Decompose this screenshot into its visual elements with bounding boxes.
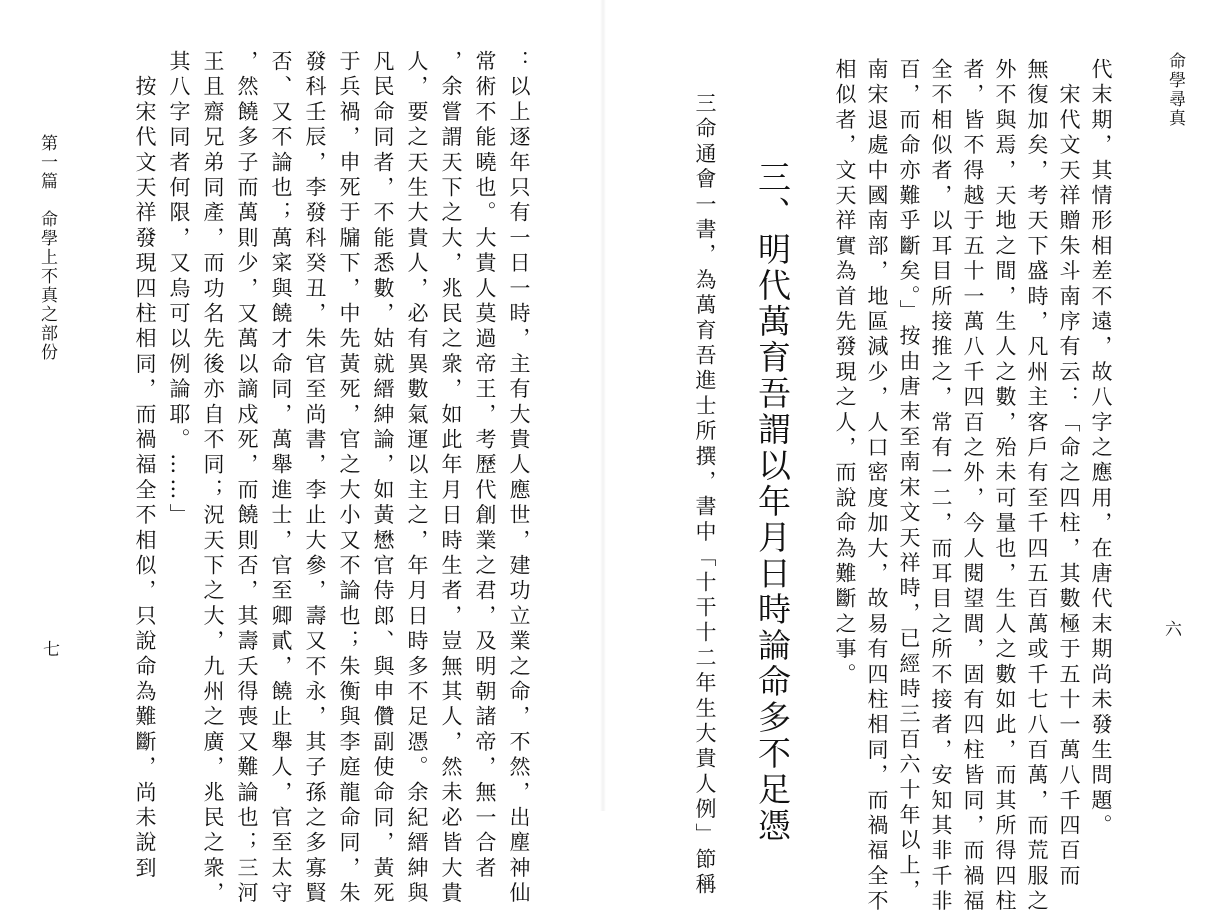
- text-column: 全不相似者，以耳目所接推之，常有一二，而耳目之所不接者，安知其非千非: [929, 58, 953, 915]
- text-column: 宋代文天祥贈朱斗南序有云：「命之四柱，其數極于五十一萬八千四百而: [1057, 58, 1081, 890]
- text-column: 其八字同者何限，又烏可以例論耶。……」: [167, 50, 191, 529]
- text-column: 代末期，其情形相差不遠，故八字之應用，在唐代末期尚未發生問題。: [1089, 58, 1113, 840]
- text-column: 發科壬辰，李發科癸丑，朱官至尚書，李止大參，壽又不永，其子孫之多寡賢: [303, 50, 327, 907]
- running-head: 命學尋真: [1165, 52, 1185, 128]
- left-page-number: 七: [39, 640, 59, 659]
- text-column: 王且齋兄弟同產，而功名先後亦自不同；況天下之大，九州之廣，兆民之衆，: [201, 50, 225, 907]
- text-column: 否、又不論也；萬寀與饒才命同，萬舉進士，官至卿貳，饒止舉人，官至太守: [269, 50, 293, 907]
- text-column: 百，而命亦難乎斷矣。」按由唐末至南宋文天祥時，已經時三百六十年以上，: [897, 58, 921, 905]
- text-column: 外不與焉，天地之間，生人之數，殆未可量也，生人之數如此，而其所得四柱: [993, 58, 1017, 915]
- text-column: 三命通會一書，為萬育吾進士所撰，書中「十干十二年生大貴人例」節稱: [693, 92, 717, 899]
- text-column: 者，皆不得越于五十一萬八千四百之外，今人閱望閭，固有四柱皆同，而禍福: [961, 58, 985, 915]
- section-title: 三、明代萬育吾謂以年月日時論命多不足憑: [753, 160, 792, 844]
- text-column: ：以上逐年只有一日一時，主有大貴人應世，建功立業之命，不然，出塵神仙: [507, 50, 531, 907]
- page-gutter: [600, 0, 606, 811]
- chapter-footer: 第一篇 命學上不真之部份: [37, 134, 57, 362]
- text-column: 凡民命同者，不能悉數，姑就縉紳論，如黃懋官侍郎、與申儹副使命同，黃死: [371, 50, 395, 907]
- text-column: ，余嘗謂天下之大，兆民之衆，如此年月日時生者，豈無其人，然未必皆大貴: [439, 50, 463, 907]
- text-column: 于兵禍，申死于牖下，中先黃死，官之大小又不論也；朱衡與李庭龍命同，朱: [337, 50, 361, 907]
- text-column: 人，要之天生大貴人，必有異數氣運以主之，年月日時多不足憑。余紀縉紳與: [405, 50, 429, 907]
- text-column: 常術不能曉也。大貴人莫過帝王，考歷代創業之君，及明朝諸帝，無一合者: [473, 50, 497, 882]
- right-page-number: 六: [1161, 620, 1181, 639]
- text-column: 相似者，文天祥實為首先發現之人，而說命為難斷之事。: [833, 58, 857, 688]
- text-column: 無復加矣，考天下盛時，凡州主客戶有至千四五百萬或千七八百萬，而荒服之: [1025, 58, 1049, 915]
- text-column: ，然饒多子而萬則少，又萬以謫戍死，而饒則否，其壽夭得喪又難論也；三河: [235, 50, 259, 907]
- text-column: 按宋代文天祥發現四柱相同，而禍福全不相似，只說命為難斷，尚未說到: [133, 50, 157, 882]
- text-column: 南宋退處中國南部，地區減少，人口密度加大，故易有四柱相同，而禍福全不: [865, 58, 889, 915]
